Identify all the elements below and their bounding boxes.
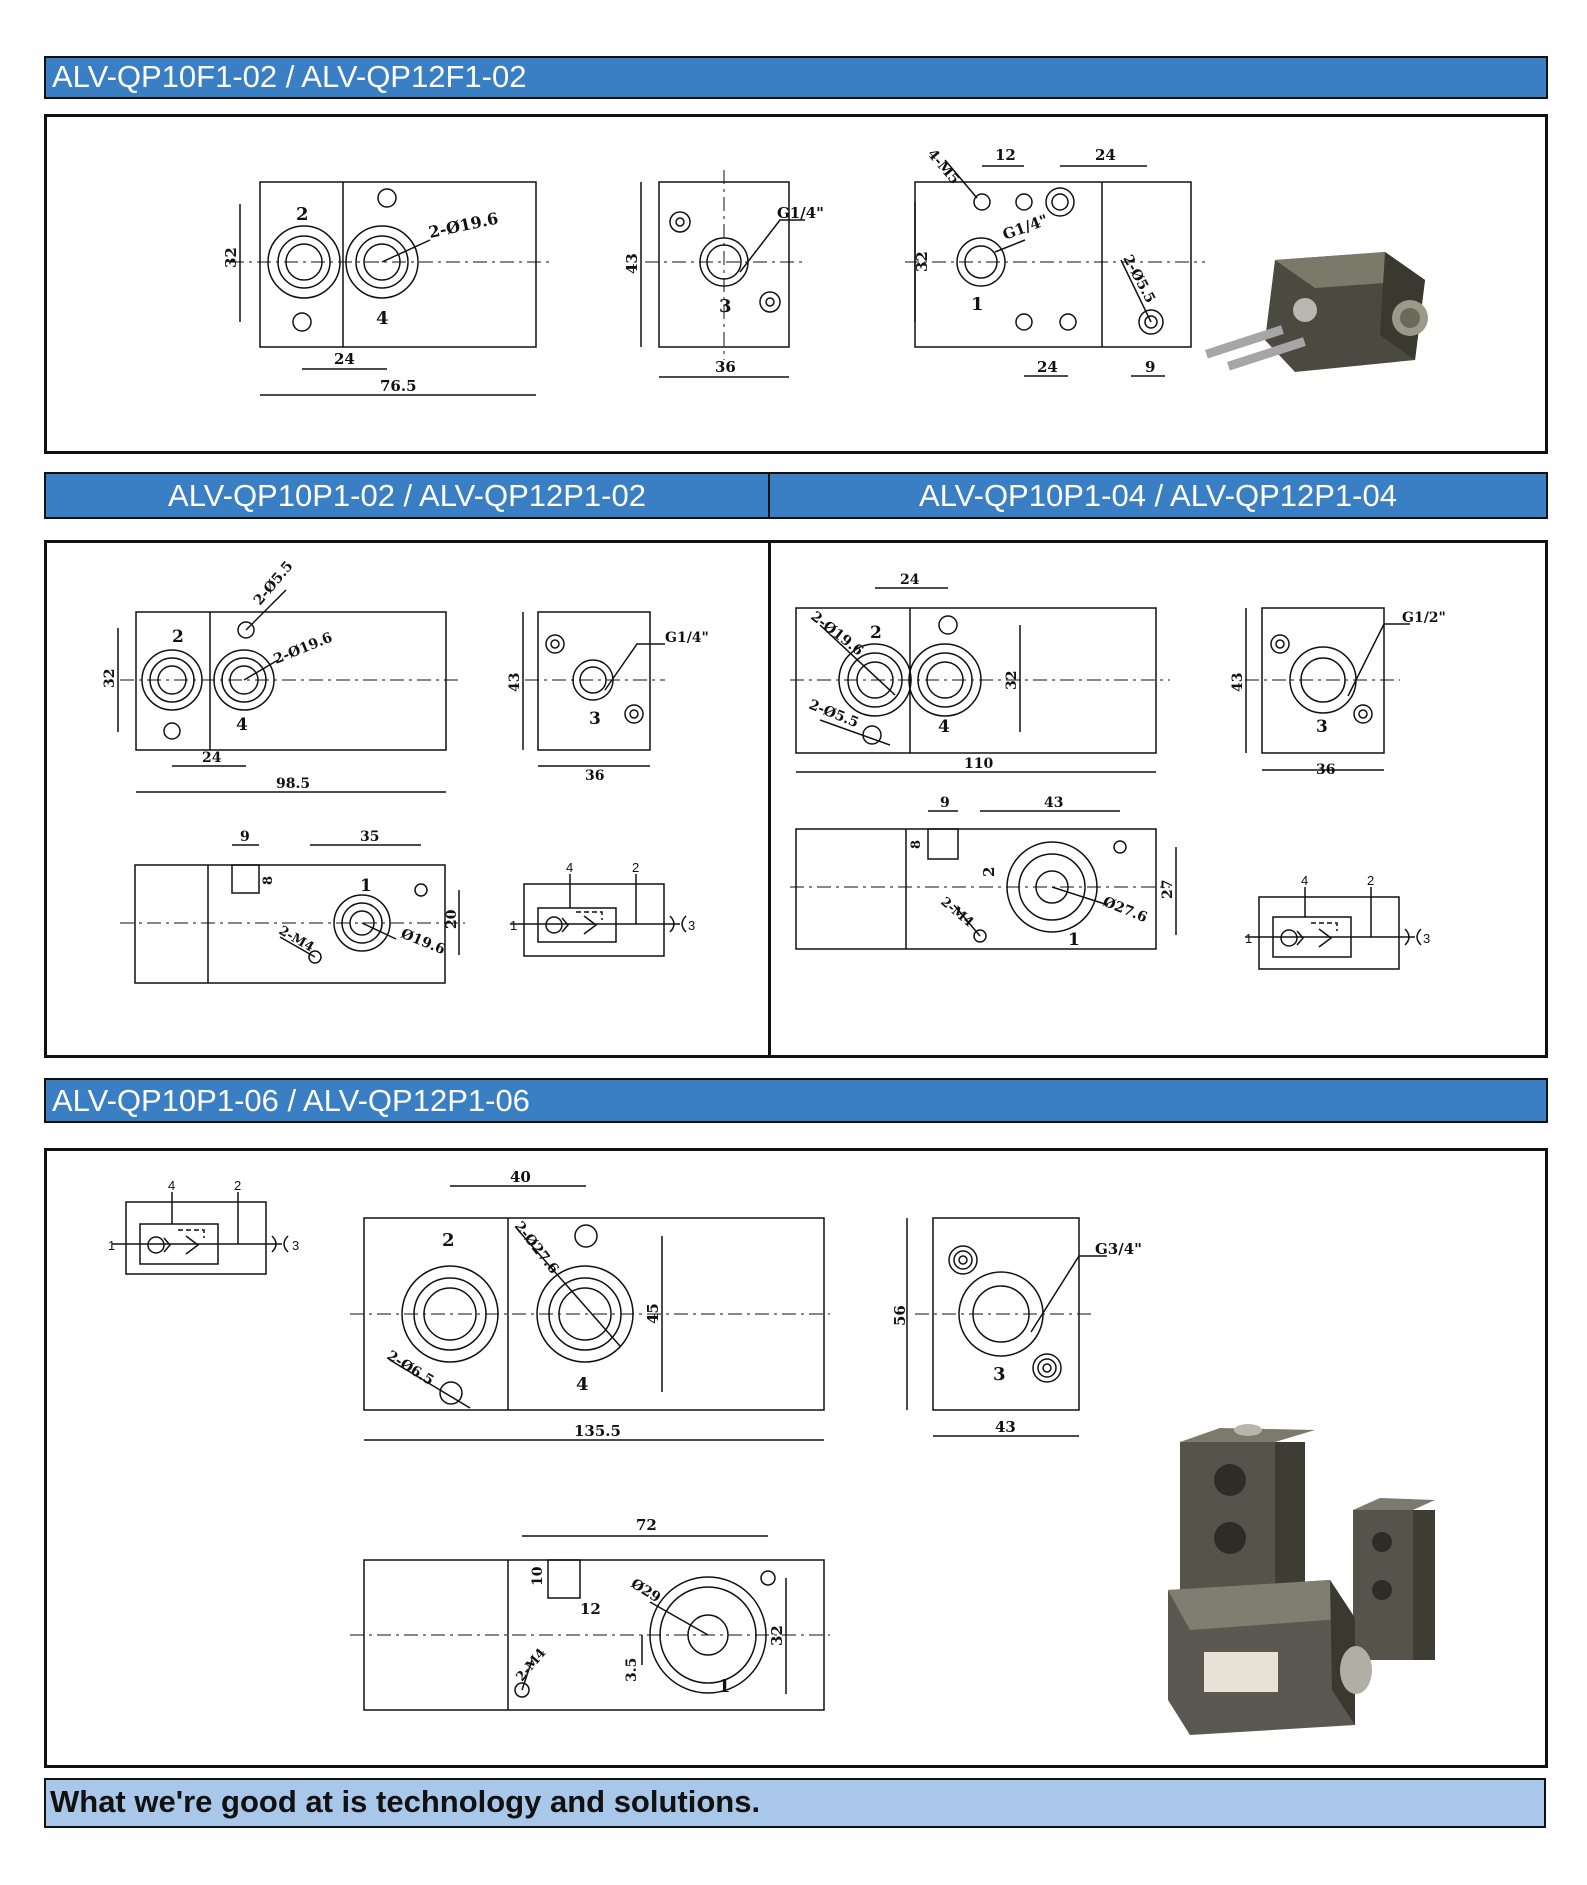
- section-title-text: ALV-QP10P1-04 / ALV-QP12P1-04: [919, 478, 1397, 513]
- section-title-text: ALV-QP10P1-06 / ALV-QP12P1-06: [52, 1083, 530, 1118]
- drawing-p1-02-top: [120, 825, 480, 995]
- width-dim: 36: [715, 358, 736, 376]
- d2-dim: 43: [1044, 795, 1064, 811]
- section-title-f1-02: [44, 56, 1548, 99]
- d2-dim: 10: [530, 1566, 546, 1586]
- d4-dim: 9: [1145, 358, 1156, 376]
- height-dim: 32: [913, 251, 931, 272]
- drawing-p1-04-top: [790, 795, 1210, 965]
- height-dim: 43: [507, 672, 523, 692]
- port3-label: 3: [993, 1364, 1006, 1385]
- height-dim: 20: [444, 909, 460, 929]
- port1-label: 1: [360, 876, 372, 896]
- section-title-p1-04: [768, 472, 1548, 519]
- d1-dim: 9: [940, 795, 950, 811]
- hole-label: 2-Ø19.6: [271, 629, 335, 668]
- symbol-p1-06: [108, 1180, 308, 1290]
- thread-label: G1/4": [665, 630, 709, 646]
- section-title-text: ALV-QP10F1-02 / ALV-QP12F1-02: [52, 59, 527, 94]
- port1-label: 1: [1245, 931, 1253, 946]
- pitch-dim: 40: [510, 1168, 531, 1186]
- drawing-p1-02-front: [100, 558, 460, 805]
- pitch-dim: 24: [202, 750, 222, 766]
- footer-slogan-bar: [44, 1778, 1546, 1828]
- d1-dim: 12: [995, 146, 1016, 164]
- width-dim: 98.5: [276, 776, 311, 792]
- height-dim: 43: [1230, 672, 1246, 692]
- drawing-f1-02-top: [905, 140, 1205, 390]
- port2-label: 2: [296, 204, 309, 225]
- width-dim: 36: [585, 768, 605, 784]
- port2-label: 2: [632, 860, 640, 875]
- d1-dim: 9: [240, 829, 250, 845]
- height-dim: 56: [891, 1305, 909, 1326]
- drawing-p1-04-front: [790, 570, 1170, 785]
- section-title-p1-06: [44, 1078, 1548, 1123]
- hole-label: Ø29: [627, 1575, 664, 1607]
- d3-dim: 24: [1037, 358, 1058, 376]
- hole-small-label: 2-Ø6.5: [383, 1347, 437, 1390]
- port3-label: 3: [589, 709, 601, 729]
- mount-label: 4-M5: [923, 146, 963, 188]
- d2-dim: 24: [1095, 146, 1116, 164]
- port4-label: 4: [376, 308, 389, 329]
- thread-label: G1/4": [777, 204, 824, 222]
- symbol-p1-04: [1245, 873, 1445, 983]
- mount-label: 2-M4: [276, 923, 317, 956]
- port1-label: 1: [108, 1238, 116, 1253]
- width-dim: 76.5: [380, 377, 417, 395]
- port2-label: 2: [172, 627, 184, 647]
- port3-label: 3: [292, 1238, 300, 1253]
- d4-dim: 3.5: [624, 1657, 640, 1682]
- drawing-p1-06-front: [350, 1170, 830, 1450]
- port2-label: 2: [234, 1178, 242, 1193]
- port4-label: 4: [576, 1374, 589, 1395]
- port2-label: 2: [1367, 873, 1375, 888]
- port1-label: 1: [510, 918, 518, 933]
- thread-label: G3/4": [1095, 1240, 1142, 1258]
- drawing-f1-02-front: [222, 170, 550, 420]
- port1-label: 1: [1068, 930, 1080, 950]
- thread-label: G1/2": [1402, 610, 1446, 626]
- d3-dim: 12: [580, 1600, 601, 1618]
- port2-label: 2: [442, 1230, 455, 1251]
- mount-label: 2-M4: [513, 1645, 550, 1685]
- height-dim: 45: [644, 1303, 662, 1324]
- width-dim: 110: [964, 756, 994, 772]
- port4-label: 4: [938, 717, 950, 737]
- product-photo-f1: [1205, 240, 1440, 390]
- thread-label: G1/4": [1000, 210, 1051, 244]
- height-dim: 43: [623, 253, 641, 274]
- section-title-text: ALV-QP10P1-02 / ALV-QP12P1-02: [168, 478, 646, 513]
- port3-label: 3: [719, 296, 732, 317]
- port4-label: 4: [236, 715, 248, 735]
- height-dim: 27: [1160, 879, 1176, 899]
- d3-dim: 8: [261, 875, 276, 885]
- drawing-p1-06-top: [350, 1510, 830, 1725]
- drawing-p1-02-side: [505, 600, 715, 784]
- hole-label: 2-Ø27.6: [510, 1218, 562, 1278]
- height-dim: 32: [1004, 670, 1020, 690]
- width-dim: 36: [1316, 762, 1336, 778]
- hole-small-label: 2-Ø5.5: [806, 696, 861, 732]
- port2-label: 2: [980, 866, 998, 877]
- hole-small-label: 2-Ø5.5: [250, 558, 297, 609]
- section-title-p1-02: [44, 472, 770, 519]
- port3-label: 3: [688, 918, 696, 933]
- mount-label: 2-M4: [937, 894, 977, 931]
- hole-label: 2-Ø19.6: [807, 608, 867, 660]
- port3-label: 3: [1316, 717, 1328, 737]
- height-dim: 32: [222, 247, 240, 268]
- symbol-p1-02: [510, 860, 710, 970]
- product-photo-p1-06: [1160, 1420, 1450, 1740]
- port1-label: 1: [718, 1676, 731, 1697]
- height-dim: 32: [768, 1625, 786, 1646]
- hole-label: Ø27.6: [1100, 893, 1150, 927]
- port1-label: 1: [971, 294, 984, 315]
- drawing-f1-02-side: [615, 170, 845, 390]
- hole-label: 2-Ø5.5: [1119, 252, 1159, 306]
- d3-dim: 8: [909, 839, 924, 849]
- port4-label: 4: [1301, 873, 1309, 888]
- pitch-dim: 24: [334, 350, 355, 368]
- hole-label: 2-Ø19.6: [426, 208, 500, 242]
- drawing-p1-06-side: [891, 1210, 1155, 1450]
- port4-label: 4: [168, 1178, 176, 1193]
- pitch-dim: 24: [900, 572, 920, 588]
- width-dim: 43: [995, 1418, 1016, 1436]
- footer-slogan: What we're good at is technology and solutions.: [50, 1784, 761, 1819]
- hole-label: Ø19.6: [398, 925, 448, 959]
- drawing-p1-04-side: [1220, 600, 1450, 780]
- port4-label: 4: [566, 860, 574, 875]
- width-dim: 135.5: [574, 1422, 621, 1440]
- port2-label: 2: [870, 623, 882, 643]
- d2-dim: 35: [360, 829, 380, 845]
- d1-dim: 72: [636, 1516, 657, 1534]
- height-dim: 32: [102, 668, 118, 688]
- port3-label: 3: [1423, 931, 1431, 946]
